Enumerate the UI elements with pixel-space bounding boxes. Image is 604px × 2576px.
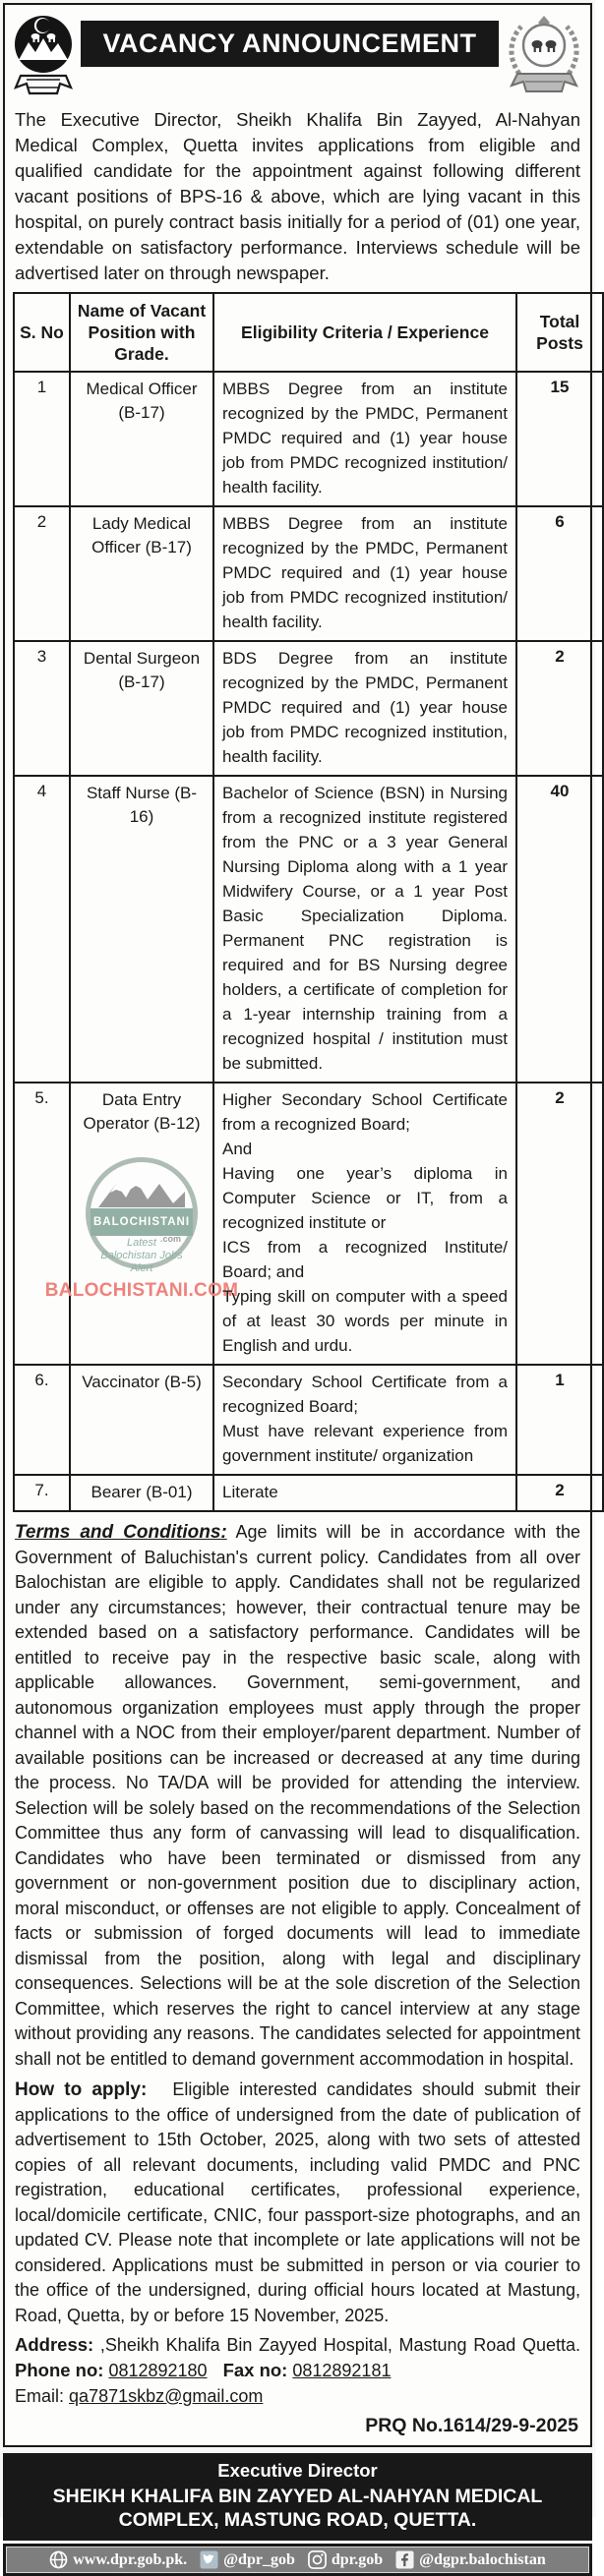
fax-value: 0812892181 — [292, 2361, 392, 2380]
email-label: Email: — [15, 2386, 65, 2406]
terms-and-conditions — [15, 1520, 580, 2072]
signatory-title: Executive Director — [217, 2460, 378, 2481]
cell-total-posts: 1 — [516, 1365, 603, 1475]
email-value[interactable]: qa7871skbz@gmail.com — [69, 2386, 264, 2406]
instagram-link[interactable] — [308, 2550, 383, 2569]
twitter-icon — [200, 2550, 218, 2569]
cell-serial-no: 6. — [14, 1365, 70, 1475]
website-link[interactable] — [49, 2550, 187, 2569]
cell-serial-no: 5. — [14, 1083, 70, 1365]
cell-total-posts: 2 — [516, 1475, 603, 1511]
cell-criteria: BDS Degree from an institute recognized by the PMDC, Permanent PMDC required and (1) year house job from PMDC recognized institution, health facility. — [213, 641, 516, 776]
cell-serial-no: 1 — [14, 372, 70, 506]
watermark-com: .com — [159, 1234, 181, 1244]
cell-serial-no: 4 — [14, 776, 70, 1083]
watermark-site-text: BALOCHISTANI.COM — [44, 1280, 239, 1301]
cell-serial-no: 7. — [14, 1475, 70, 1511]
fax-label: Fax no: — [222, 2360, 288, 2380]
terms-label: Terms and Conditions: — [15, 1522, 227, 1543]
col-header-position: Name of Vacant Position with Grade. — [70, 293, 213, 372]
signature-box — [3, 2453, 592, 2541]
balochistan-emblem-icon — [13, 13, 74, 103]
table-row — [14, 1083, 603, 1365]
website-text: www.dpr.gob.pk. — [73, 2550, 188, 2568]
cell-total-posts: 15 — [516, 372, 603, 506]
phone-label: Phone no: — [15, 2360, 104, 2380]
watermark-banner: BALOCHISTANI — [91, 1208, 193, 1236]
table-row — [14, 776, 603, 1083]
col-header-criteria: Eligibility Criteria / Experience — [213, 293, 516, 372]
mountains-icon — [96, 1174, 187, 1209]
table-row — [14, 1365, 603, 1475]
how-to-apply — [15, 2078, 580, 2328]
ad-title: VACANCY ANNOUNCEMENT — [81, 21, 498, 67]
cell-position: Data Entry Operator (B-12) BALOCHISTANI .com Latest Balochistan Jobs Alert BALOCHISTANI.COM — [70, 1083, 213, 1365]
col-header-total-posts: Total Posts — [516, 293, 603, 372]
twitter-handle: @dpr_gob — [223, 2550, 295, 2568]
cell-criteria: Secondary School Certificate from a recognized Board; Must have relevant experience from government institute/ organization — [213, 1365, 516, 1475]
watermark-subtitle: Latest Balochistan Jobs Alert — [100, 1237, 183, 1274]
cell-total-posts: 2 — [516, 1083, 603, 1365]
table-row — [14, 372, 603, 506]
cell-position: Bearer (B-01) — [70, 1475, 213, 1511]
table-row — [14, 506, 603, 641]
cell-position: Dental Surgeon (B-17) — [70, 641, 213, 776]
cell-total-posts: 40 — [516, 776, 603, 1083]
table-header-row — [14, 293, 603, 372]
cell-criteria: Literate — [213, 1475, 516, 1511]
facebook-icon — [395, 2550, 414, 2569]
instagram-handle: dpr.gob — [331, 2550, 384, 2568]
cell-position: Vaccinator (B-5) — [70, 1365, 213, 1475]
terms-text: Age limits will be in accordance with the Government of Baluchistan's current policy. Candidates from all over Balochistan are eligible to apply. Candidates shall not be regularized under any circumstances; however, their contractual tenure may be extended based on a satisfactory performance. Candidates will be entitled to receive pay in the respective basic scale, along with applicable allowances. Government, semi-government, and autonomous organization employees must apply through the proper channel with a NOC from their employer/parent department. Number of available positions can be increased or decreased at any time during the process. No TA/DA will be provided for attending the interview. Selection will be solely based on the recommendations of the Selection Committee thus any form of canvassing will lead to disqualification. Candidates who have been terminated or dismissed from any government or non-government position due to disciplinary action, moral misconduct, or offenses are not eligible to apply. Concealment of facts or submission of forged documents will lead to immediate dismissal from the position, along with legal and disciplinary consequences. Selections will be at the sole discretion of the Selection Committee, which reserves the right to cancel interview at any stage without providing any reasons. The candidates selected for appointment shall not be entitled to demand government accommodation in hospital. — [15, 1522, 580, 2069]
cell-criteria: Higher Secondary School Certificate from a recognized Board; And Having one year’s diploma in Computer Science or IT, from a recognized institute or ICS from a recognized Institute/ Board; and Typing skill on computer with a speed of at least 30 words per minute in English and urdu. — [213, 1083, 516, 1365]
table-row — [14, 1475, 603, 1511]
ad-frame — [3, 3, 592, 2447]
vacancy-table-body — [14, 372, 603, 1511]
how-to-apply-label: How to apply: — [15, 2079, 148, 2100]
address-label: Address: — [15, 2334, 94, 2355]
how-to-apply-text: Eligible interested candidates should submit their applications to the office of undersigned from the date of publication of advertisement to 15th October, 2025, along with two sets of attested copies of all relevant documents, including valid PMDC and PNC registration, educational certificates, professional experience, local/domicile certificate, CNIC, four passport-size photographs, and an updated CV. Please note that incomplete or late applications will not be considered. Applications must be submitted in person or via courier to the office of the undersigned, during official hours located at Mastung, Road, Quetta, by or before 15 November, 2025. — [15, 2079, 580, 2325]
table-row — [14, 641, 603, 776]
cell-serial-no: 3 — [14, 641, 70, 776]
prq-number: PRQ No.1614/29-9-2025 — [365, 2415, 578, 2436]
watermark-circle-logo — [86, 1157, 198, 1274]
address-value: ,Sheikh Khalifa Bin Zayyed Hospital, Mastung Road Quetta. — [99, 2335, 580, 2355]
twitter-link[interactable] — [200, 2550, 295, 2569]
cell-position: Staff Nurse (B-16) — [70, 776, 213, 1083]
cell-criteria: MBBS Degree from an institute recognized by the PMDC, Permanent PMDC required and (1) year house job from PMDC recognized institution/ health facility. — [213, 506, 516, 641]
address-line — [15, 2332, 580, 2383]
facebook-link[interactable] — [395, 2550, 546, 2569]
social-bar — [6, 2547, 589, 2573]
cell-criteria: Bachelor of Science (BSN) in Nursing from a recognized institute registered from the PNC or a 3 year General Nursing Diploma along with a 1 year Midwifery Course, or a 1 year Post Basic Specialization Diploma. Permanent PNC registration is required and for BS Nursing degree holders, a certificate of completion for a 1-year internship training from a recognized hospital / institution must be submitted. — [213, 776, 516, 1083]
medical-complex-crest-icon — [506, 13, 582, 103]
intro-paragraph: The Executive Director, Sheikh Khalifa Bin Zayyed, Al-Nahyan Medical Complex, Quetta invites applications from eligible and qualified candidate for the appointment against following different vacant positions of BPS-16 & above, which are lying vacant in this hospital, on purely contract basis initially for a period of (01) one year, extendable on satisfactory performance. Interviews schedule will be advertised later on through newspaper. — [15, 109, 580, 283]
cell-serial-no: 2 — [14, 506, 70, 641]
cell-total-posts: 2 — [516, 641, 603, 776]
facebook-handle: @dgpr.balochistan — [419, 2550, 546, 2568]
signatory-organization: SHEIKH KHALIFA BIN ZAYYED AL-NAHYAN MEDICAL COMPLEX, MASTUNG ROAD, QUETTA. — [52, 2486, 543, 2531]
globe-icon — [49, 2550, 68, 2569]
vacancy-table — [13, 292, 604, 1512]
cell-criteria: MBBS Degree from an institute recognized by the PMDC, Permanent PMDC required and (1) year house job from PMDC recognized institution/ health facility. — [213, 372, 516, 506]
col-header-sno: S. No — [14, 293, 70, 372]
phone-value: 0812892180 — [108, 2361, 208, 2380]
social-bar-wrap — [3, 2544, 592, 2576]
cell-total-posts: 6 — [516, 506, 603, 641]
instagram-icon — [308, 2550, 327, 2569]
cell-position: Lady Medical Officer (B-17) — [70, 506, 213, 641]
email-line — [15, 2383, 580, 2409]
cell-position: Medical Officer (B-17) — [70, 372, 213, 506]
ad-header — [13, 13, 582, 103]
